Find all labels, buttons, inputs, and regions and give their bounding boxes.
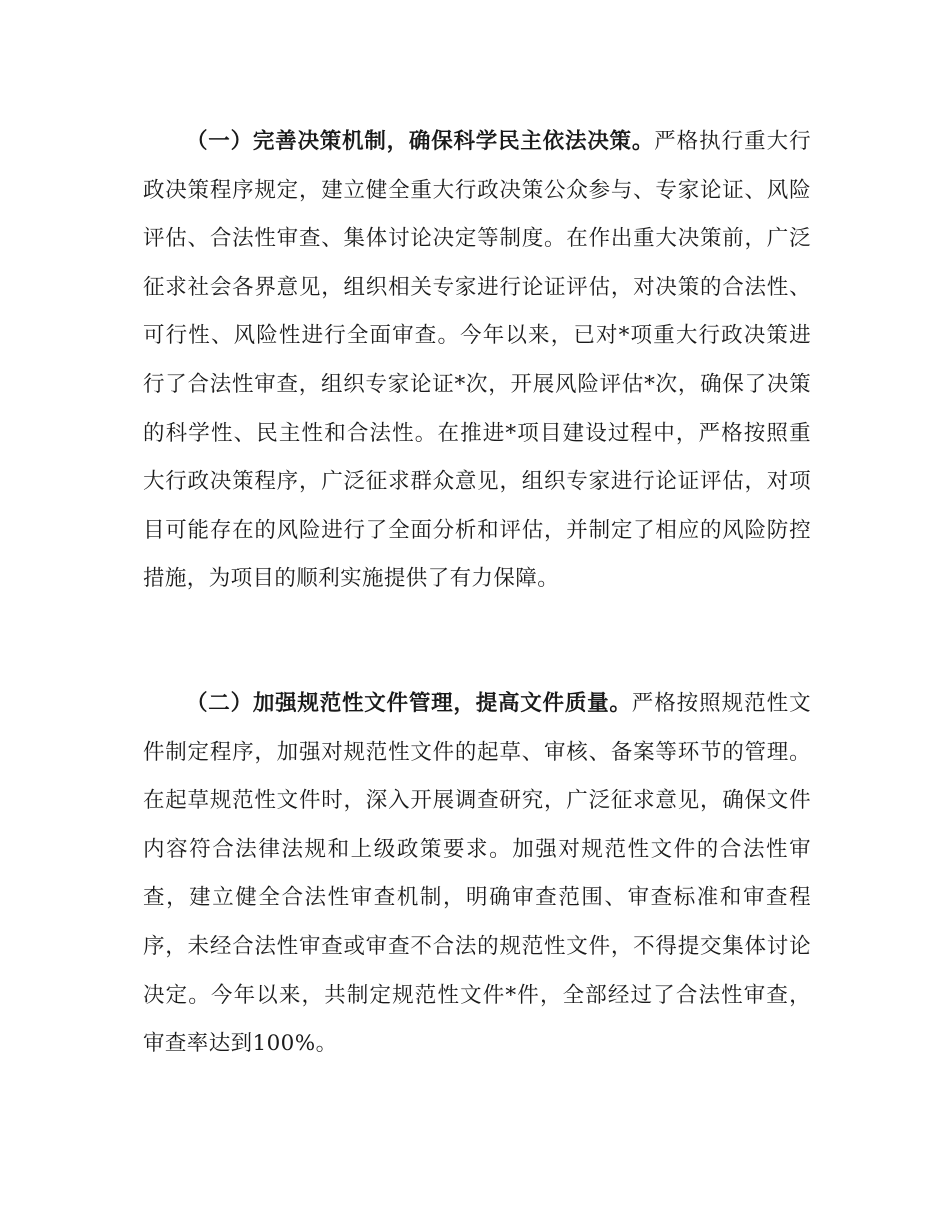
section-heading-2: （二）加强规范性文件管理，提高文件质量。: [186, 691, 632, 716]
section-paragraph-2: [143, 680, 811, 1069]
section-heading-1: （一）完善决策机制，确保科学民主依法决策。: [186, 129, 655, 154]
section-body-1: 严格执行重大行政决策程序规定，建立健全重大行政决策公众参与、专家论证、风险评估、合法性审查、集体讨论决定等制度。在作出重大决策前，广泛征求社会各界意见，组织相关专家进行论证评估，对决策的合法性、可行性、风险性进行全面审查。今年以来，已对*项重大行政决策进行了合法性审查，组织专家论证*次，开展风险评估*次，确保了决策的科学性、民主性和合法性。在推进*项目建设过程中，严格按照重大行政决策程序，广泛征求群众意见，组织专家进行论证评估，对项目可能存在的风险进行了全面分析和评估，并制定了相应的风险防控措施，为项目的顺利实施提供了有力保障。: [143, 129, 811, 592]
section-body-2: 严格按照规范性文件制定程序，加强对规范性文件的起草、审核、备案等环节的管理。在起草规范性文件时，深入开展调查研究，广泛征求意见，确保文件内容符合法律法规和上级政策要求。加强对规范性文件的合法性审查，建立健全合法性审查机制，明确审查范围、审查标准和审查程序，未经合法性审查或审查不合法的规范性文件，不得提交集体讨论决定。今年以来，共制定规范性文件*件，全部经过了合法性审查，审查率达到100%。: [143, 691, 811, 1057]
section-paragraph-1: [143, 118, 811, 604]
